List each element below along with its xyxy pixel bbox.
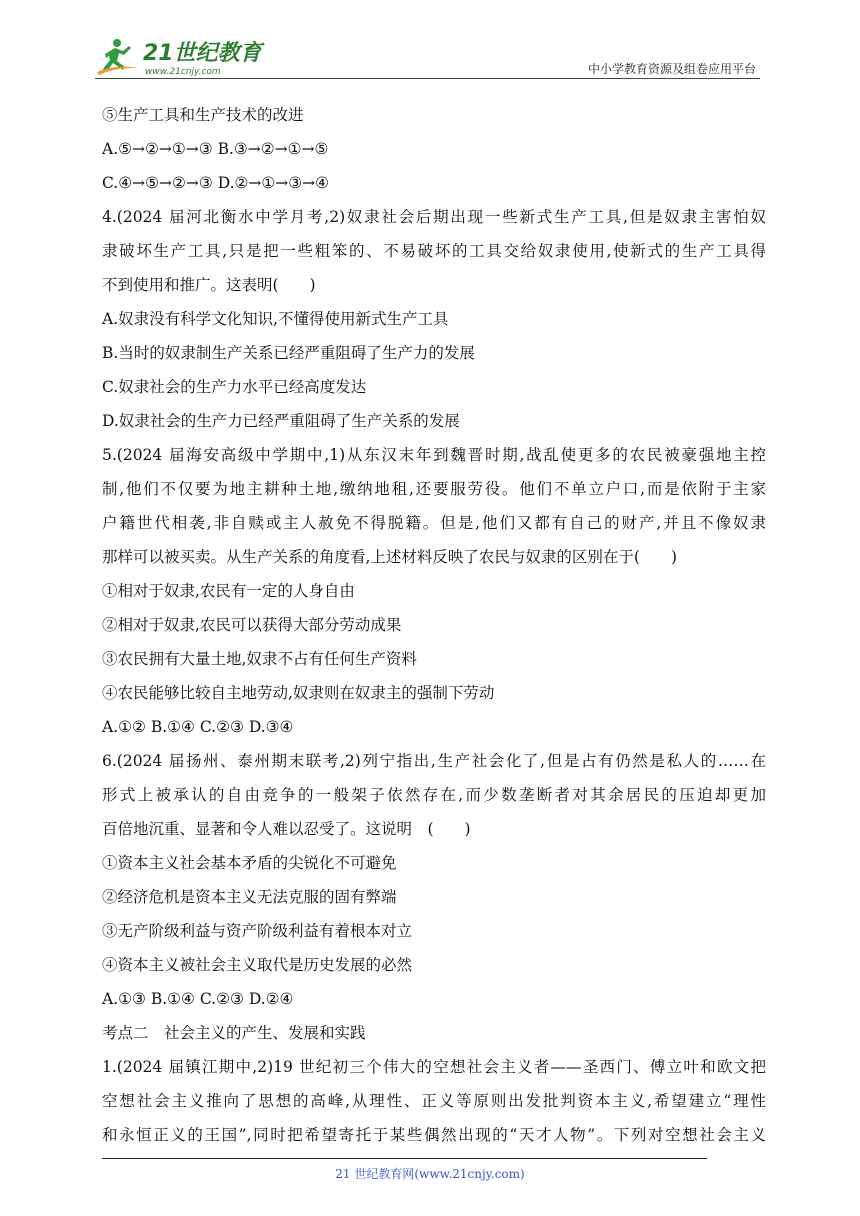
text-line: ④资本主义被社会主义取代是历史发展的必然 (102, 956, 413, 974)
text-line: 6.(2024 届扬州、泰州期末联考,2)列宁指出,生产社会化了,但是占有仍然是私人的……在 (102, 752, 766, 770)
header-divider (95, 78, 760, 79)
footer-text: 21 世纪教育网(www.21cnjy.com) (335, 1167, 525, 1181)
page-header (95, 30, 760, 80)
text-line: 那样可以被买卖。从生产关系的角度看,上述材料反映了农民与奴隶的区别在于( ) (102, 548, 678, 566)
text-line: 5.(2024 届海安高级中学期中,1)从东汉末年到魏晋时期,战乱使更多的农民被豪强地主控 (102, 446, 766, 464)
text-line: ⑤生产工具和生产技术的改进 (102, 106, 304, 124)
text-line: A.⑤→②→①→③ B.③→②→①→⑤ (102, 140, 329, 158)
document-body (102, 98, 766, 1152)
text-line: C.奴隶社会的生产力水平已经高度发达 (102, 378, 367, 396)
text-line: 形式上被承认的自由竞争的一般架子依然存在,而少数垄断者对其余居民的压迫却更加 (102, 786, 766, 804)
text-line: D.奴隶社会的生产力已经严重阻碍了生产关系的发展 (102, 412, 460, 430)
text-line: ①相对于奴隶,农民有一定的人身自由 (102, 582, 355, 600)
text-line: C.④→⑤→②→③ D.②→①→③→④ (102, 174, 330, 192)
text-line: 不到使用和推广。这表明( ) (102, 276, 316, 294)
text-line: 和永恒正义的王国”,同时把希望寄托于某些偶然出现的“天才人物”。下列对空想社会主义 (102, 1126, 766, 1144)
text-line: 百倍地沉重、显著和令人难以忍受了。这说明 ( ) (102, 820, 471, 838)
platform-name: 中小学教育资源及组卷应用平台 (587, 62, 756, 76)
text-line: ②相对于奴隶,农民可以获得大部分劳动成果 (102, 616, 402, 634)
logo-title: 21世纪教育 (143, 41, 262, 66)
text-line: ④农民能够比较自主地劳动,奴隶则在奴隶主的强制下劳动 (102, 684, 495, 702)
text-line: 空想社会主义推向了思想的高峰,从理性、正义等原则出发批判资本主义,希望建立“理性 (102, 1092, 766, 1110)
text-line: 1.(2024 届镇江期中,2)19 世纪初三个伟大的空想社会主义者——圣西门、傅立叶和欧文把 (102, 1058, 766, 1076)
text-line: ①资本主义社会基本矛盾的尖锐化不可避免 (102, 854, 397, 872)
text-line: ③农民拥有大量土地,奴隶不占有任何生产资料 (102, 650, 417, 668)
text-line: B.当时的奴隶制生产关系已经严重阻碍了生产力的发展 (102, 344, 475, 362)
logo-url: www.21cnjy.com (145, 67, 221, 77)
site-logo (95, 34, 265, 78)
text-line: 4.(2024 届河北衡水中学月考,2)奴隶社会后期出现一些新式生产工具,但是奴隶主害怕奴 (102, 208, 766, 226)
footer-divider (102, 1158, 707, 1159)
text-line: 户籍世代相袭,非自赎或主人赦免不得脱籍。但是,他们又都有自己的财产,并且不像奴隶 (102, 514, 766, 532)
text-line: A.奴隶没有科学文化知识,不懂得使用新式生产工具 (102, 310, 449, 328)
text-line: A.①③ B.①④ C.②③ D.②④ (102, 990, 294, 1008)
text-line: 制,他们不仅要为地主耕种土地,缴纳地租,还要服劳役。他们不单立户口,而是依附于主家 (102, 480, 766, 498)
text-line: A.①② B.①④ C.②③ D.③④ (102, 718, 294, 736)
text-line: 隶破坏生产工具,只是把一些粗笨的、不易破坏的工具交给奴隶使用,使新式的生产工具得 (102, 242, 766, 260)
text-line: ②经济危机是资本主义无法克服的固有弊端 (102, 888, 397, 906)
text-line: 考点二 社会主义的产生、发展和实践 (102, 1024, 366, 1042)
text-line: ③无产阶级利益与资产阶级利益有着根本对立 (102, 922, 413, 940)
